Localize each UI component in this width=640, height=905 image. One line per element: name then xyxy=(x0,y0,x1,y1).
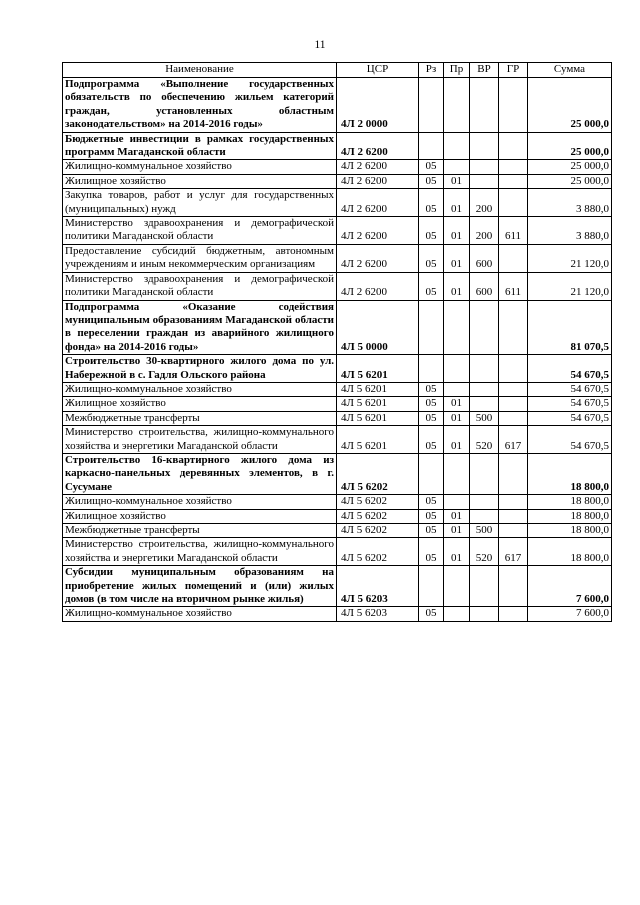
header-vr: ВР xyxy=(470,63,499,78)
cell-vr: 500 xyxy=(470,524,499,538)
table-row xyxy=(63,132,612,160)
cell-name: Субсидии муниципальным образованиям на приобретение жилых помещений и (или) жилых домов (в том числе на вторичном рынке жилья) xyxy=(63,566,337,607)
cell-gr xyxy=(499,566,528,607)
table-row xyxy=(63,189,612,217)
cell-name: Жилищно-коммунальное хозяйство xyxy=(63,495,337,509)
cell-sum: 81 070,5 xyxy=(528,300,612,355)
cell-gr xyxy=(499,524,528,538)
cell-rz xyxy=(419,78,444,133)
cell-pr xyxy=(444,382,470,396)
header-pr: Пр xyxy=(444,63,470,78)
table-row xyxy=(63,382,612,396)
table-row xyxy=(63,78,612,133)
cell-rz: 05 xyxy=(419,160,444,174)
cell-vr xyxy=(470,160,499,174)
cell-gr: 611 xyxy=(499,217,528,245)
cell-gr xyxy=(499,382,528,396)
cell-name: Жилищно-коммунальное хозяйство xyxy=(63,607,337,621)
cell-csr: 4Л 2 6200 xyxy=(337,174,419,188)
cell-vr: 600 xyxy=(470,272,499,300)
cell-sum: 25 000,0 xyxy=(528,78,612,133)
table-row xyxy=(63,509,612,523)
cell-vr xyxy=(470,174,499,188)
cell-gr xyxy=(499,453,528,494)
table-row xyxy=(63,174,612,188)
cell-gr xyxy=(499,244,528,272)
cell-sum: 3 880,0 xyxy=(528,217,612,245)
cell-pr xyxy=(444,300,470,355)
cell-rz: 05 xyxy=(419,509,444,523)
cell-sum: 21 120,0 xyxy=(528,244,612,272)
cell-pr: 01 xyxy=(444,411,470,425)
cell-rz: 05 xyxy=(419,538,444,566)
table-row xyxy=(63,607,612,621)
cell-rz: 05 xyxy=(419,397,444,411)
cell-rz: 05 xyxy=(419,189,444,217)
cell-vr: 520 xyxy=(470,538,499,566)
header-rz: Рз xyxy=(419,63,444,78)
cell-name: Строительство 16-квартирного жилого дома из каркасно-панельных деревянных элементов, в г. Сусумане xyxy=(63,453,337,494)
cell-csr: 4Л 5 6202 xyxy=(337,538,419,566)
cell-csr: 4Л 2 6200 xyxy=(337,244,419,272)
cell-gr xyxy=(499,78,528,133)
cell-csr: 4Л 5 6201 xyxy=(337,382,419,396)
cell-csr: 4Л 5 6203 xyxy=(337,607,419,621)
cell-vr xyxy=(470,382,499,396)
cell-sum: 7 600,0 xyxy=(528,607,612,621)
cell-vr xyxy=(470,132,499,160)
cell-vr xyxy=(470,509,499,523)
cell-pr: 01 xyxy=(444,397,470,411)
cell-name: Министерство строительства, жилищно-коммунального хозяйства и энергетики Магаданской области xyxy=(63,426,337,454)
cell-pr xyxy=(444,160,470,174)
cell-sum: 54 670,5 xyxy=(528,397,612,411)
cell-sum: 54 670,5 xyxy=(528,355,612,383)
cell-csr: 4Л 2 6200 xyxy=(337,189,419,217)
cell-gr xyxy=(499,132,528,160)
cell-rz xyxy=(419,453,444,494)
cell-gr xyxy=(499,411,528,425)
table-row xyxy=(63,566,612,607)
cell-sum: 18 800,0 xyxy=(528,538,612,566)
cell-gr xyxy=(499,189,528,217)
cell-vr xyxy=(470,397,499,411)
cell-vr: 600 xyxy=(470,244,499,272)
cell-csr: 4Л 5 6201 xyxy=(337,355,419,383)
cell-rz: 05 xyxy=(419,524,444,538)
cell-rz xyxy=(419,355,444,383)
budget-table xyxy=(62,62,612,622)
cell-vr: 200 xyxy=(470,189,499,217)
cell-vr xyxy=(470,78,499,133)
cell-sum: 3 880,0 xyxy=(528,189,612,217)
cell-name: Строительство 30-квартирного жилого дома по ул. Набережной в с. Гадля Ольского района xyxy=(63,355,337,383)
table-row xyxy=(63,426,612,454)
cell-vr xyxy=(470,495,499,509)
table-row xyxy=(63,453,612,494)
cell-csr: 4Л 5 6201 xyxy=(337,397,419,411)
cell-sum: 54 670,5 xyxy=(528,426,612,454)
cell-rz: 05 xyxy=(419,607,444,621)
cell-pr xyxy=(444,132,470,160)
cell-name: Жилищно-коммунальное хозяйство xyxy=(63,160,337,174)
cell-gr xyxy=(499,607,528,621)
cell-csr: 4Л 5 6201 xyxy=(337,411,419,425)
cell-name: Министерство здравоохранения и демографической политики Магаданской области xyxy=(63,217,337,245)
cell-csr: 4Л 5 6202 xyxy=(337,509,419,523)
cell-rz: 05 xyxy=(419,426,444,454)
cell-gr: 617 xyxy=(499,426,528,454)
cell-rz: 05 xyxy=(419,382,444,396)
table-row xyxy=(63,538,612,566)
cell-csr: 4Л 5 6202 xyxy=(337,453,419,494)
cell-name: Подпрограмма «Оказание содействия муниципальным образованиям Магаданской области в переселении граждан из аварийного жилищного фонда» на 2014-2016 годы» xyxy=(63,300,337,355)
cell-pr xyxy=(444,78,470,133)
cell-csr: 4Л 5 0000 xyxy=(337,300,419,355)
cell-name: Межбюджетные трансферты xyxy=(63,524,337,538)
cell-name: Межбюджетные трансферты xyxy=(63,411,337,425)
cell-rz: 05 xyxy=(419,174,444,188)
cell-gr xyxy=(499,509,528,523)
cell-csr: 4Л 5 6202 xyxy=(337,524,419,538)
cell-pr: 01 xyxy=(444,538,470,566)
cell-rz: 05 xyxy=(419,411,444,425)
cell-csr: 4Л 2 0000 xyxy=(337,78,419,133)
cell-rz xyxy=(419,300,444,355)
cell-pr xyxy=(444,453,470,494)
cell-pr xyxy=(444,495,470,509)
cell-gr xyxy=(499,397,528,411)
table-row xyxy=(63,397,612,411)
table-body xyxy=(63,78,612,622)
cell-sum: 54 670,5 xyxy=(528,382,612,396)
cell-name: Подпрограмма «Выполнение государственных обязательств по обеспечению жильем категорий граждан, установленных областным законодательством» на 2014-2016 годы» xyxy=(63,78,337,133)
cell-pr: 01 xyxy=(444,217,470,245)
cell-csr: 4Л 2 6200 xyxy=(337,217,419,245)
cell-sum: 25 000,0 xyxy=(528,174,612,188)
cell-gr xyxy=(499,160,528,174)
cell-sum: 54 670,5 xyxy=(528,411,612,425)
table-row xyxy=(63,355,612,383)
cell-gr xyxy=(499,174,528,188)
cell-pr: 01 xyxy=(444,189,470,217)
cell-vr xyxy=(470,566,499,607)
cell-sum: 7 600,0 xyxy=(528,566,612,607)
cell-sum: 18 800,0 xyxy=(528,495,612,509)
cell-pr xyxy=(444,355,470,383)
cell-pr: 01 xyxy=(444,509,470,523)
table-row xyxy=(63,217,612,245)
cell-sum: 18 800,0 xyxy=(528,509,612,523)
cell-rz: 05 xyxy=(419,272,444,300)
cell-rz: 05 xyxy=(419,244,444,272)
table-row xyxy=(63,300,612,355)
cell-csr: 4Л 5 6201 xyxy=(337,426,419,454)
cell-vr: 500 xyxy=(470,411,499,425)
header-gr: ГР xyxy=(499,63,528,78)
cell-name: Закупка товаров, работ и услуг для государственных (муниципальных) нужд xyxy=(63,189,337,217)
cell-sum: 18 800,0 xyxy=(528,453,612,494)
header-name: Наименование xyxy=(63,63,337,78)
cell-pr: 01 xyxy=(444,244,470,272)
cell-rz: 05 xyxy=(419,217,444,245)
cell-rz xyxy=(419,132,444,160)
cell-csr: 4Л 2 6200 xyxy=(337,160,419,174)
cell-csr: 4Л 5 6202 xyxy=(337,495,419,509)
cell-gr xyxy=(499,355,528,383)
cell-name: Предоставление субсидий бюджетным, автономным учреждениям и иным некоммерческим организациям xyxy=(63,244,337,272)
table-row xyxy=(63,160,612,174)
cell-rz: 05 xyxy=(419,495,444,509)
cell-gr xyxy=(499,300,528,355)
cell-name: Жилищно-коммунальное хозяйство xyxy=(63,382,337,396)
cell-pr xyxy=(444,607,470,621)
cell-pr: 01 xyxy=(444,524,470,538)
cell-sum: 25 000,0 xyxy=(528,132,612,160)
cell-vr: 520 xyxy=(470,426,499,454)
cell-rz xyxy=(419,566,444,607)
cell-pr xyxy=(444,566,470,607)
cell-vr xyxy=(470,355,499,383)
cell-vr xyxy=(470,453,499,494)
table-row xyxy=(63,524,612,538)
cell-vr: 200 xyxy=(470,217,499,245)
cell-name: Министерство здравоохранения и демографической политики Магаданской области xyxy=(63,272,337,300)
cell-name: Жилищное хозяйство xyxy=(63,509,337,523)
table-header-row xyxy=(63,63,612,78)
cell-vr xyxy=(470,607,499,621)
header-sum: Сумма xyxy=(528,63,612,78)
cell-csr: 4Л 2 6200 xyxy=(337,132,419,160)
cell-gr: 611 xyxy=(499,272,528,300)
cell-gr xyxy=(499,495,528,509)
cell-sum: 25 000,0 xyxy=(528,160,612,174)
cell-pr: 01 xyxy=(444,426,470,454)
cell-pr: 01 xyxy=(444,174,470,188)
table-row xyxy=(63,411,612,425)
header-csr: ЦСР xyxy=(337,63,419,78)
table-row xyxy=(63,244,612,272)
cell-gr: 617 xyxy=(499,538,528,566)
cell-csr: 4Л 5 6203 xyxy=(337,566,419,607)
cell-csr: 4Л 2 6200 xyxy=(337,272,419,300)
cell-sum: 18 800,0 xyxy=(528,524,612,538)
cell-pr: 01 xyxy=(444,272,470,300)
page-number: 11 xyxy=(314,39,326,51)
table-row xyxy=(63,272,612,300)
cell-vr xyxy=(470,300,499,355)
cell-name: Жилищное хозяйство xyxy=(63,397,337,411)
cell-name: Жилищное хозяйство xyxy=(63,174,337,188)
table-row xyxy=(63,495,612,509)
cell-name: Министерство строительства, жилищно-коммунального хозяйства и энергетики Магаданской области xyxy=(63,538,337,566)
cell-name: Бюджетные инвестиции в рамках государственных программ Магаданской области xyxy=(63,132,337,160)
cell-sum: 21 120,0 xyxy=(528,272,612,300)
